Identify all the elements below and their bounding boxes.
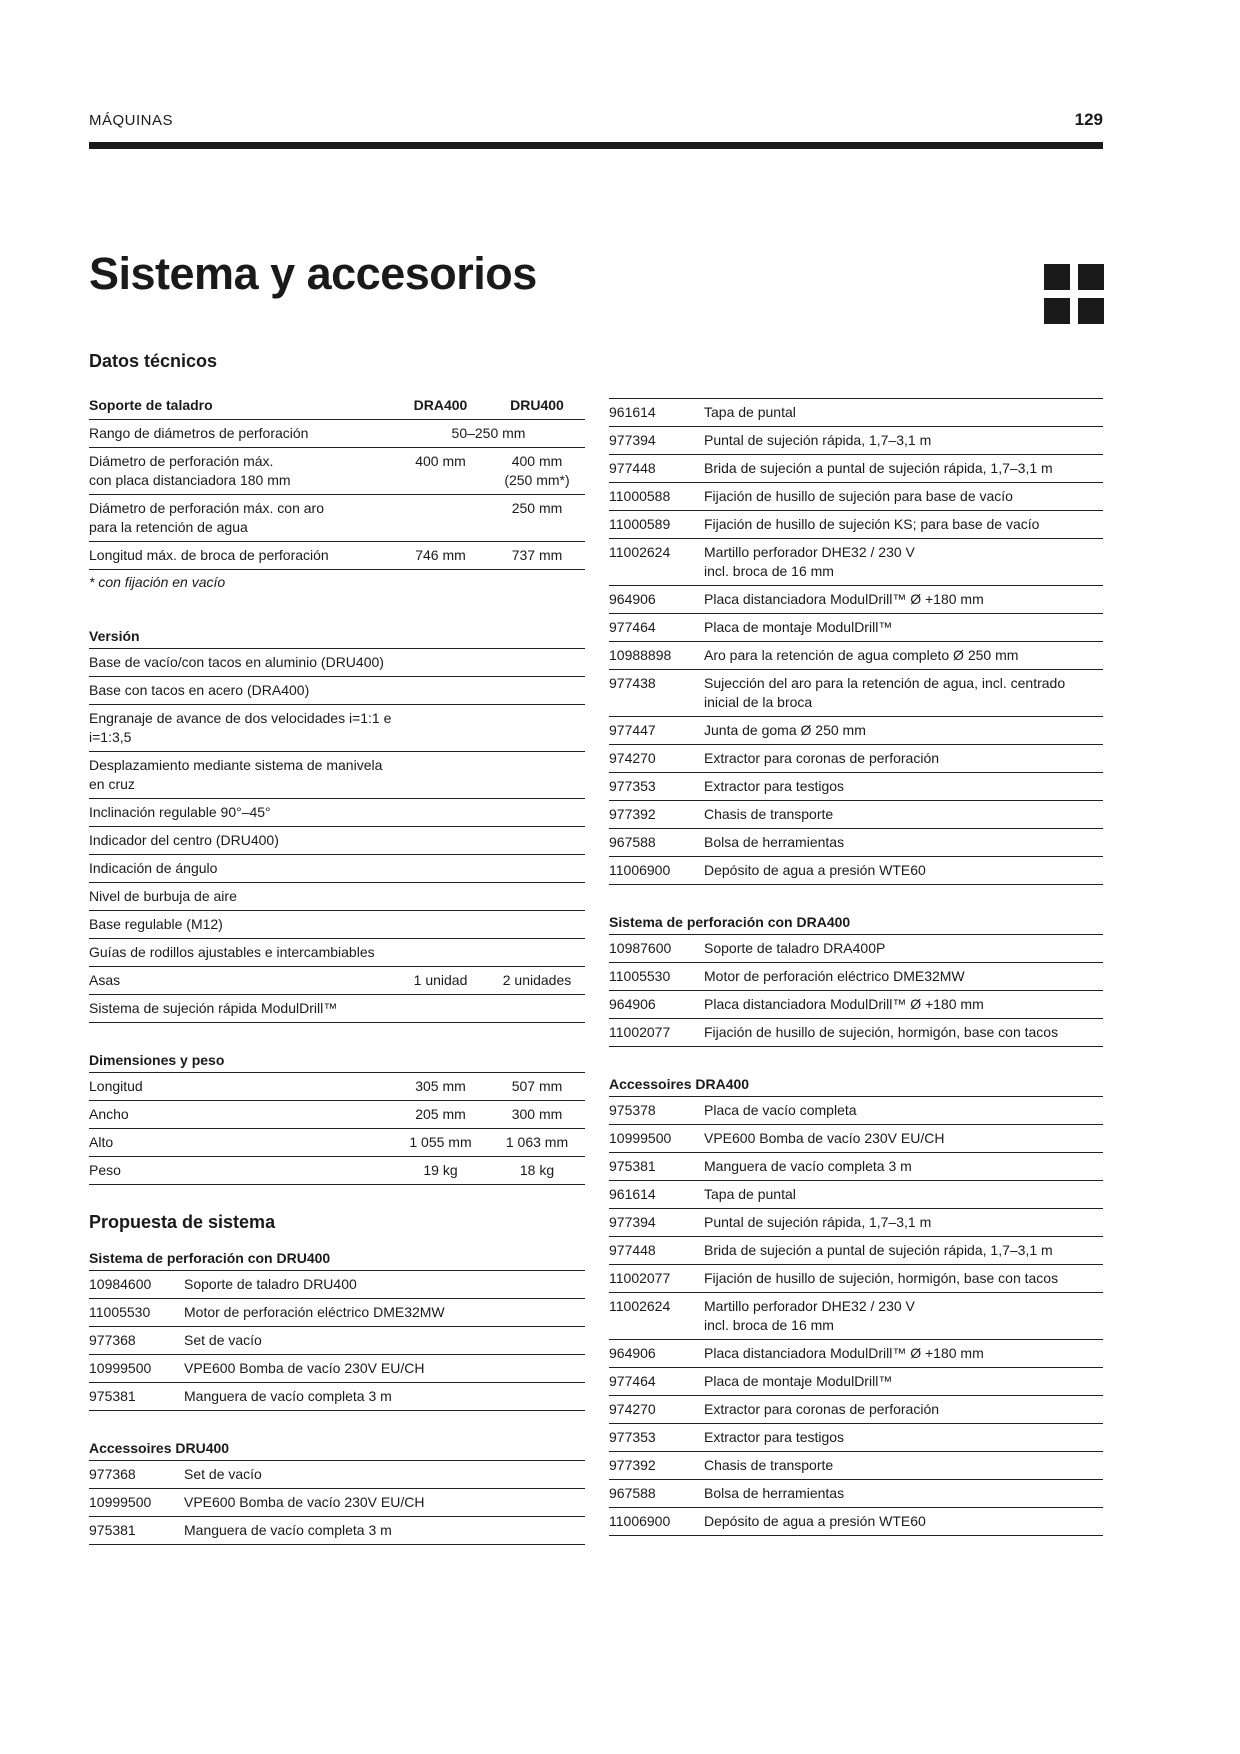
article-description: VPE600 Bomba de vacío 230V EU/CH — [184, 1489, 585, 1517]
table-row — [89, 1101, 585, 1129]
article-description: Extractor para testigos — [704, 1424, 1103, 1452]
article-description: Motor de perforación eléctrico DME32MW — [704, 963, 1103, 991]
page-number: 129 — [1074, 110, 1103, 129]
list-item — [609, 511, 1103, 539]
spec-label: Asas — [89, 967, 392, 995]
spec-label: Base con tacos en acero (DRA400) — [89, 677, 392, 705]
article-description: Extractor para coronas de perforación — [704, 745, 1103, 773]
article-number: 11002624 — [609, 1293, 704, 1340]
list-item — [609, 1480, 1103, 1508]
dimensiones-heading: Dimensiones y peso — [89, 1044, 585, 1073]
list-item — [609, 399, 1103, 427]
datos-tecnicos-table — [89, 392, 585, 570]
version-heading: Versión — [89, 620, 585, 649]
list-item — [609, 614, 1103, 642]
list-item — [609, 1340, 1103, 1368]
article-number: 975378 — [609, 1097, 704, 1125]
article-description: Set de vacío — [184, 1327, 585, 1355]
spec-label: Inclinación regulable 90°–45° — [89, 799, 392, 827]
spec-value-dra400 — [392, 911, 489, 939]
article-number: 964906 — [609, 1340, 704, 1368]
spec-label: Longitud — [89, 1073, 392, 1101]
article-number: 10988898 — [609, 642, 704, 670]
article-description: Placa distanciadora ModulDrill™ Ø +180 mm — [704, 1340, 1103, 1368]
article-number: 975381 — [609, 1153, 704, 1181]
table-row — [89, 495, 585, 542]
spec-value-dra400 — [392, 799, 489, 827]
article-description: Placa de montaje ModulDrill™ — [704, 1368, 1103, 1396]
spec-label: Engranaje de avance de dos velocidades i=1:1 e i=1:3,5 — [89, 705, 392, 752]
spec-label: Rango de diámetros de perforación — [89, 420, 392, 448]
article-description: Chasis de transporte — [704, 1452, 1103, 1480]
article-number: 977353 — [609, 773, 704, 801]
spec-value-dru400: 300 mm — [489, 1101, 585, 1129]
spec-value-dru400: 2 unidades — [489, 967, 585, 995]
list-item — [89, 1271, 585, 1299]
article-description: VPE600 Bomba de vacío 230V EU/CH — [704, 1125, 1103, 1153]
article-description: Aro para la retención de agua completo Ø 250 mm — [704, 642, 1103, 670]
footnote: * con fijación en vacío — [89, 574, 226, 590]
spec-label: Diámetro de perforación máx. con aro para la retención de agua — [89, 495, 392, 542]
column-header: DRA400 — [392, 392, 489, 420]
list-item — [89, 1355, 585, 1383]
spec-label: Diámetro de perforación máx. con placa distanciadora 180 mm — [89, 448, 392, 495]
article-description: Fijación de husillo de sujeción KS; para base de vacío — [704, 511, 1103, 539]
article-description: Motor de perforación eléctrico DME32MW — [184, 1299, 585, 1327]
table-row — [89, 1129, 585, 1157]
list-item — [89, 1461, 585, 1489]
spec-value-dru400 — [489, 883, 585, 911]
list-item — [609, 670, 1103, 717]
article-number: 977447 — [609, 717, 704, 745]
article-description: Fijación de husillo de sujeción para base de vacío — [704, 483, 1103, 511]
spec-value-dru400 — [489, 855, 585, 883]
article-description: Depósito de agua a presión WTE60 — [704, 857, 1103, 885]
list-item — [609, 1265, 1103, 1293]
article-number: 977368 — [89, 1327, 184, 1355]
article-description: Brida de sujeción a puntal de sujeción rápida, 1,7–3,1 m — [704, 1237, 1103, 1265]
article-description: Extractor para testigos — [704, 773, 1103, 801]
spec-value-dru400: 1 063 mm — [489, 1129, 585, 1157]
spec-label: Guías de rodillos ajustables e intercambiables — [89, 939, 392, 967]
article-description: Placa distanciadora ModulDrill™ Ø +180 mm — [704, 991, 1103, 1019]
list-item — [89, 1489, 585, 1517]
article-number: 977392 — [609, 1452, 704, 1480]
spec-value-dra400: 205 mm — [392, 1101, 489, 1129]
list-item — [609, 1181, 1103, 1209]
spec-value-dra400: 746 mm — [392, 542, 489, 570]
table-row — [89, 448, 585, 495]
article-description: Tapa de puntal — [704, 1181, 1103, 1209]
spec-value-dra400 — [392, 827, 489, 855]
article-description: Soporte de taladro DRA400P — [704, 935, 1103, 963]
spec-value-dru400: 250 mm — [489, 495, 585, 542]
article-description: Fijación de husillo de sujeción, hormigón, base con tacos — [704, 1265, 1103, 1293]
list-item — [609, 1508, 1103, 1536]
article-number: 10987600 — [609, 935, 704, 963]
article-number: 977353 — [609, 1424, 704, 1452]
spec-value-dra400 — [392, 883, 489, 911]
list-item — [609, 586, 1103, 614]
list-item — [609, 1396, 1103, 1424]
article-number: 977448 — [609, 455, 704, 483]
article-number: 974270 — [609, 1396, 704, 1424]
list-item — [89, 1327, 585, 1355]
article-description: Brida de sujeción a puntal de sujeción rápida, 1,7–3,1 m — [704, 455, 1103, 483]
accesorios-dru400-heading: Accessoires DRU400 — [89, 1432, 585, 1461]
spec-label: Longitud máx. de broca de perforación — [89, 542, 392, 570]
spec-value-dra400 — [392, 495, 489, 542]
spec-value-dra400: 1 unidad — [392, 967, 489, 995]
article-number: 11000588 — [609, 483, 704, 511]
list-item — [609, 1209, 1103, 1237]
article-number: 977394 — [609, 1209, 704, 1237]
header-rule — [89, 142, 1103, 149]
spec-value-dru400 — [489, 677, 585, 705]
article-number: 11006900 — [609, 1508, 704, 1536]
spec-value-dru400 — [489, 799, 585, 827]
table-row — [89, 883, 585, 911]
list-item — [609, 1019, 1103, 1047]
list-item — [89, 1517, 585, 1545]
list-item — [609, 1097, 1103, 1125]
sistema-dru400-table — [89, 1271, 585, 1411]
list-item — [609, 455, 1103, 483]
spec-value-dra400 — [392, 677, 489, 705]
left-column — [89, 351, 585, 1545]
spec-label: Indicador del centro (DRU400) — [89, 827, 392, 855]
spec-label: Desplazamiento mediante sistema de manivela en cruz — [89, 752, 392, 799]
list-item — [609, 935, 1103, 963]
spec-label: Sistema de sujeción rápida ModulDrill™ — [89, 995, 392, 1023]
spec-value-dru400 — [489, 649, 585, 677]
article-description: Junta de goma Ø 250 mm — [704, 717, 1103, 745]
article-description: Fijación de husillo de sujeción, hormigón, base con tacos — [704, 1019, 1103, 1047]
spec-value-dru400 — [489, 939, 585, 967]
article-description: Sujección del aro para la retención de agua, incl. centrado inicial de la broca — [704, 670, 1103, 717]
article-number: 967588 — [609, 829, 704, 857]
table-row — [89, 1157, 585, 1185]
version-table — [89, 649, 585, 1023]
table-row — [89, 855, 585, 883]
table-row — [89, 995, 585, 1023]
spec-value-dra400 — [392, 705, 489, 752]
accessory-list-table — [609, 398, 1103, 885]
article-number: 964906 — [609, 586, 704, 614]
column-header: Soporte de taladro — [89, 392, 392, 420]
article-number: 10999500 — [609, 1125, 704, 1153]
grid-squares-icon — [1044, 264, 1104, 324]
article-number: 11005530 — [89, 1299, 184, 1327]
spec-value-dru400 — [489, 752, 585, 799]
table-row — [89, 752, 585, 799]
column-header: DRU400 — [489, 392, 585, 420]
spec-value-dra400 — [392, 752, 489, 799]
article-description: Martillo perforador DHE32 / 230 V incl. broca de 16 mm — [704, 539, 1103, 586]
list-item — [609, 642, 1103, 670]
table-row — [89, 677, 585, 705]
spec-value-dru400 — [489, 827, 585, 855]
article-number: 975381 — [89, 1517, 184, 1545]
table-row — [89, 1073, 585, 1101]
list-item — [609, 1293, 1103, 1340]
sistema-dra400-heading: Sistema de perforación con DRA400 — [609, 906, 1103, 935]
table-row — [89, 939, 585, 967]
spec-label: Base de vacío/con tacos en aluminio (DRU400) — [89, 649, 392, 677]
list-item — [609, 717, 1103, 745]
article-number: 10984600 — [89, 1271, 184, 1299]
list-item — [609, 773, 1103, 801]
propuesta-heading: Propuesta de sistema — [89, 1212, 276, 1232]
article-description: Tapa de puntal — [704, 399, 1103, 427]
list-item — [609, 1452, 1103, 1480]
article-description: Placa distanciadora ModulDrill™ Ø +180 mm — [704, 586, 1103, 614]
article-description: Puntal de sujeción rápida, 1,7–3,1 m — [704, 427, 1103, 455]
article-number: 977438 — [609, 670, 704, 717]
right-column — [609, 398, 1103, 1536]
accesorios-dru400-table — [89, 1461, 585, 1545]
spec-value-dra400 — [392, 855, 489, 883]
spec-value-dru400 — [489, 995, 585, 1023]
spec-value-dru400 — [489, 911, 585, 939]
spec-value-dra400: 19 kg — [392, 1157, 489, 1185]
spec-value-dru400: 507 mm — [489, 1073, 585, 1101]
article-number: 11002077 — [609, 1265, 704, 1293]
list-item — [609, 539, 1103, 586]
article-description: Bolsa de herramientas — [704, 1480, 1103, 1508]
article-number: 964906 — [609, 991, 704, 1019]
table-row — [89, 420, 585, 448]
list-item — [609, 1424, 1103, 1452]
article-description: Placa de vacío completa — [704, 1097, 1103, 1125]
datos-tecnicos-heading: Datos técnicos — [89, 351, 218, 371]
spec-value-dra400: 305 mm — [392, 1073, 489, 1101]
article-number: 977464 — [609, 1368, 704, 1396]
article-number: 10999500 — [89, 1355, 184, 1383]
spec-value-dra400: 1 055 mm — [392, 1129, 489, 1157]
sistema-dra400-table — [609, 935, 1103, 1047]
list-item — [89, 1299, 585, 1327]
spec-value-dru400: 400 mm (250 mm*) — [489, 448, 585, 495]
article-number: 975381 — [89, 1383, 184, 1411]
spec-value-dru400: 737 mm — [489, 542, 585, 570]
list-item — [609, 745, 1103, 773]
article-number: 11002077 — [609, 1019, 704, 1047]
article-number: 11005530 — [609, 963, 704, 991]
article-number: 961614 — [609, 1181, 704, 1209]
page-title: Sistema y accesorios — [89, 248, 537, 299]
spec-value-dra400 — [392, 649, 489, 677]
article-number: 11006900 — [609, 857, 704, 885]
header-section: MÁQUINAS — [89, 112, 174, 129]
article-description: Chasis de transporte — [704, 801, 1103, 829]
table-row — [89, 649, 585, 677]
article-description: Martillo perforador DHE32 / 230 V incl. broca de 16 mm — [704, 1293, 1103, 1340]
spec-value-dra400 — [392, 995, 489, 1023]
list-item — [609, 991, 1103, 1019]
article-number: 977392 — [609, 801, 704, 829]
spec-label: Indicación de ángulo — [89, 855, 392, 883]
accesorios-dra400-heading: Accessoires DRA400 — [609, 1068, 1103, 1097]
article-description: Depósito de agua a presión WTE60 — [704, 1508, 1103, 1536]
article-description: Soporte de taladro DRU400 — [184, 1271, 585, 1299]
list-item — [89, 1383, 585, 1411]
list-item — [609, 1368, 1103, 1396]
list-item — [609, 963, 1103, 991]
list-item — [609, 483, 1103, 511]
spec-value: 50–250 mm — [392, 420, 585, 448]
spec-label: Base regulable (M12) — [89, 911, 392, 939]
table-row — [89, 967, 585, 995]
list-item — [609, 857, 1103, 885]
spec-label: Ancho — [89, 1101, 392, 1129]
article-description: Manguera de vacío completa 3 m — [184, 1383, 585, 1411]
list-item — [609, 1237, 1103, 1265]
article-number: 10999500 — [89, 1489, 184, 1517]
table-row — [89, 911, 585, 939]
spec-value-dra400 — [392, 939, 489, 967]
spec-value-dru400: 18 kg — [489, 1157, 585, 1185]
list-item — [609, 1153, 1103, 1181]
article-number: 977448 — [609, 1237, 704, 1265]
article-description: Manguera de vacío completa 3 m — [704, 1153, 1103, 1181]
spec-label: Alto — [89, 1129, 392, 1157]
article-number: 961614 — [609, 399, 704, 427]
list-item — [609, 1125, 1103, 1153]
spec-label: Peso — [89, 1157, 392, 1185]
article-description: Bolsa de herramientas — [704, 829, 1103, 857]
article-number: 977464 — [609, 614, 704, 642]
article-number: 11002624 — [609, 539, 704, 586]
article-description: Placa de montaje ModulDrill™ — [704, 614, 1103, 642]
table-row — [89, 827, 585, 855]
article-number: 977394 — [609, 427, 704, 455]
spec-value-dra400: 400 mm — [392, 448, 489, 495]
list-item — [609, 829, 1103, 857]
article-description: Set de vacío — [184, 1461, 585, 1489]
spec-label: Nivel de burbuja de aire — [89, 883, 392, 911]
table-row — [89, 542, 585, 570]
spec-value-dru400 — [489, 705, 585, 752]
list-item — [609, 427, 1103, 455]
article-description: VPE600 Bomba de vacío 230V EU/CH — [184, 1355, 585, 1383]
article-number: 974270 — [609, 745, 704, 773]
article-description: Puntal de sujeción rápida, 1,7–3,1 m — [704, 1209, 1103, 1237]
accesorios-dra400-table — [609, 1097, 1103, 1536]
article-number: 977368 — [89, 1461, 184, 1489]
article-number: 11000589 — [609, 511, 704, 539]
table-row — [89, 799, 585, 827]
article-description: Extractor para coronas de perforación — [704, 1396, 1103, 1424]
dimensiones-table — [89, 1073, 585, 1185]
table-row — [89, 705, 585, 752]
list-item — [609, 801, 1103, 829]
article-number: 967588 — [609, 1480, 704, 1508]
datos-tecnicos-header-row — [89, 392, 585, 420]
sistema-dru400-heading: Sistema de perforación con DRU400 — [89, 1242, 585, 1271]
article-description: Manguera de vacío completa 3 m — [184, 1517, 585, 1545]
